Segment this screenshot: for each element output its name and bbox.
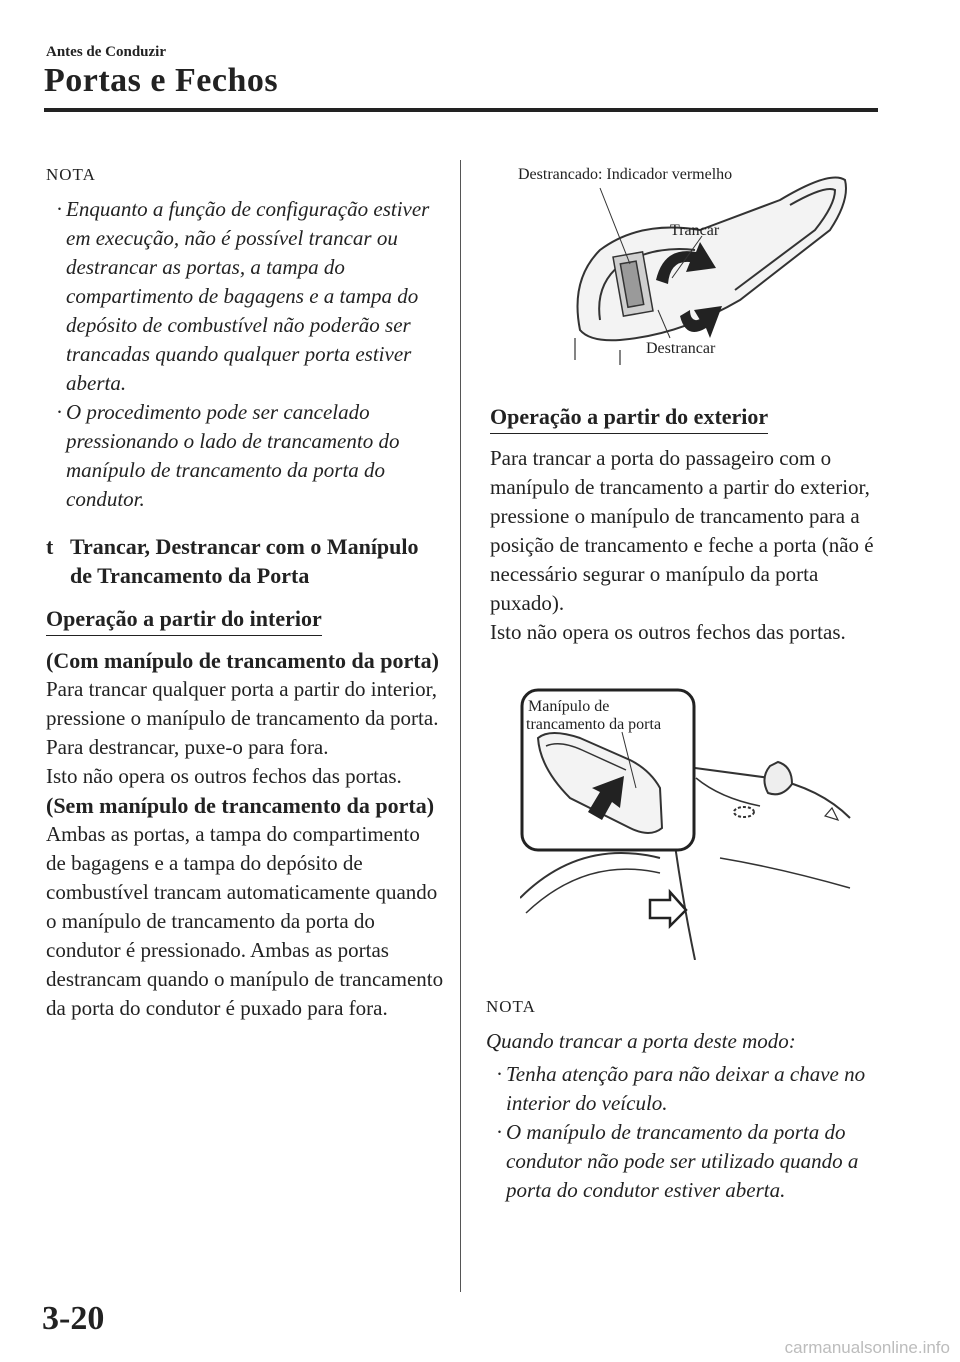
header-rule [44, 108, 878, 112]
interior-lock-illustration [560, 160, 860, 370]
interior-lock-figure [518, 160, 860, 370]
subsection-title: Trancar, Destrancar com o Manípulo de Trancamento da Porta [70, 534, 419, 588]
note-item: · O procedimento pode ser cancelado pressionando o lado de trancamento do manípulo de trancamento da porta do condutor. [56, 400, 400, 511]
footer-watermark: carmanualsonline.info [784, 1338, 950, 1357]
without-knob-text: Ambas as portas, a tampa do compartimento de bagagens e a tampa do depósito de combustível trancam automaticamente quando o manípulo de trancamento da porta do condutor é pressionado. Ambas as portas destrancam quando o manípulo de trancamento da porta do condutor é puxado para fora. [46, 822, 444, 1020]
with-knob-text: Para destrancar, puxe-o para fora. [46, 735, 329, 759]
figure-label-lock: Trancar [670, 222, 720, 239]
with-knob-text: Isto não opera os outros fechos das portas. [46, 764, 402, 788]
figure-label-knob-line2: trancamento da porta [526, 716, 662, 733]
figure-label-knob-line1: Manípulo de [528, 698, 610, 715]
with-knob-text: Para trancar qualquer porta a partir do interior, pressione o manípulo de trancamento da porta. [46, 677, 439, 730]
bullet-icon: · [56, 197, 63, 221]
note-item: · O manípulo de trancamento da porta do condutor não pode ser utilizado quando a porta do condutor estiver aberta. [496, 1120, 859, 1202]
bullet-icon: · [496, 1120, 503, 1144]
exterior-text: Para trancar a porta do passageiro com o manípulo de trancamento a partir do exterior, pressione o manípulo de trancamento para a posição de trancamento e feche a porta (não é necessário segurar o manípulo da porta puxado). [490, 446, 874, 615]
figure-label-unlock: Destrancar [646, 340, 716, 357]
subsection-marker-icon: t [46, 534, 54, 559]
exterior-lock-figure [520, 688, 854, 960]
section-label: Antes de Conduzir [46, 44, 167, 60]
right-note [486, 992, 882, 1205]
page-title: Portas e Fechos [44, 62, 279, 99]
column-divider [460, 160, 461, 1292]
left-column [46, 160, 444, 1023]
bullet-icon: · [496, 1062, 503, 1086]
without-knob-heading: (Sem manípulo de trancamento da porta) [46, 793, 435, 818]
bullet-icon: · [56, 400, 63, 424]
note-item: · Enquanto a função de configuração estiver em execução, não é possível trancar ou destrancar as portas, a tampa do compartimento de bagagens e a tampa do depósito de combustível não poderão ser trancadas quando qualquer porta estiver aberta. [56, 197, 430, 395]
figure-label-unlocked-indicator: Destrancado: Indicador vermelho [518, 166, 733, 183]
note-intro: Quando trancar a porta deste modo: [486, 1029, 796, 1053]
right-column [490, 402, 882, 647]
note-item: · Tenha atenção para não deixar a chave no interior do veículo. [496, 1062, 866, 1115]
subsection-heading [46, 532, 444, 590]
note-heading: NOTA [486, 997, 536, 1016]
exterior-text: Isto não opera os outros fechos das portas. [490, 620, 846, 644]
exterior-operation-title: Operação a partir do exterior [490, 402, 768, 434]
with-knob-heading: (Com manípulo de trancamento da porta) [46, 648, 439, 673]
note-heading: NOTA [46, 165, 96, 184]
arrow-icon [650, 892, 686, 926]
page-number: 3-20 [42, 1300, 105, 1337]
interior-operation-title: Operação a partir do interior [46, 604, 322, 636]
